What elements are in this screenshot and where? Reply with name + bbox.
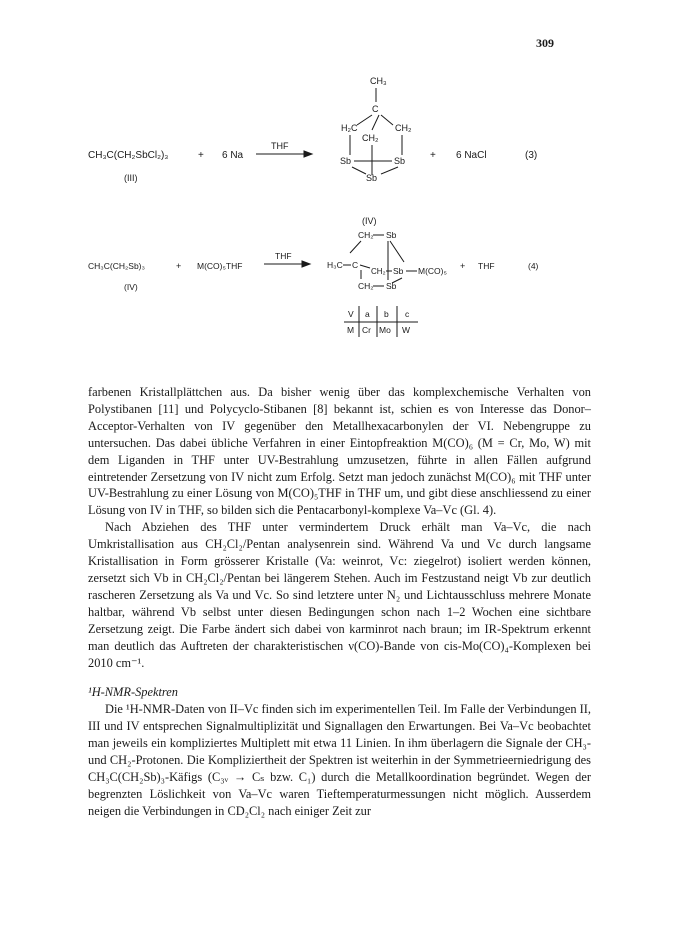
bond xyxy=(357,115,372,125)
atom-sb-right: Sb xyxy=(394,156,406,166)
equation-number-3: (3) xyxy=(525,150,538,161)
table-cell: Mo xyxy=(379,325,391,335)
atom-ch2-top: CH₂ xyxy=(358,230,374,240)
plus-sign: + xyxy=(176,261,182,271)
body-text xyxy=(88,384,591,820)
atom-ch3: CH₃ xyxy=(370,76,387,86)
reactant-iii: CH₃C(CH₂SbCl₂)₃ xyxy=(88,150,169,161)
bond xyxy=(350,241,361,253)
cage-structure-iv xyxy=(340,76,412,183)
atom-h3c: H₃C xyxy=(327,260,343,270)
label-iii: (III) xyxy=(124,173,138,183)
solvent-thf: THF xyxy=(275,251,292,261)
reactant-na: 6 Na xyxy=(222,150,244,161)
label-iv-reactant: (IV) xyxy=(124,282,138,292)
atom-ch2-bottom: CH₂ xyxy=(358,281,374,291)
solvent-thf: THF xyxy=(271,141,289,151)
plus-sign: + xyxy=(430,150,436,161)
metal-table xyxy=(344,306,418,337)
bond xyxy=(352,167,366,174)
byproduct-thf: THF xyxy=(478,261,495,271)
arrowhead xyxy=(304,151,312,157)
table-cell: a xyxy=(365,309,370,319)
paragraph-2: Nach Abziehen des THF unter vermindertem Druck erhält man Va–Vc, die nach Umkristallisation aus CH₂Cl₂/Pentan analysenrein sind. Während Va und Vc durch langsame Kristallisation in Form grösserer Kristalle (Va: weinrot, Vc: ziegelrot) isoliert werden können, zersetzt sich Vb in CH₂Cl₂/Pentan bei längerem Stehen. Auch im Festzustand neigt Vb zur deutlich rascheren Zersetzung als Va und Vc. So sind letztere unter N₂ und Lichtausschluss mehrere Monate haltbar, während Vb selbst unter diesen Bedingungen schon nach 1–2 Wochen eine sichtbare Zersetzung zeigt. Die Farbe ändert sich dabei von karminrot nach braun; im IR-Spektrum erkennt man deutlich das Auftreten der charakteristischen ν(CO)-Bande von cis-Mo(CO)₄-Komplexen bei 2010 cm⁻¹. xyxy=(88,520,591,670)
label-iv: (IV) xyxy=(362,216,377,226)
reactant-iv: CH₃C(CH₂Sb)₃ xyxy=(88,261,145,271)
atom-ch2-mid: CH₂ xyxy=(371,267,386,276)
reaction-3 xyxy=(88,76,537,226)
table-cell: V xyxy=(348,309,354,319)
reactant-mco5thf: M(CO)₅THF xyxy=(197,261,243,271)
atom-c: C xyxy=(352,260,359,270)
table-cell: Cr xyxy=(362,325,371,335)
atom-sb-top: Sb xyxy=(386,230,397,240)
bond xyxy=(381,115,393,125)
section-heading-nmr: ¹H-NMR-Spektren xyxy=(88,685,178,700)
paragraph-3: Die ¹H-NMR-Daten von II–Vc finden sich im experimentellen Teil. Im Falle der Verbindungen II, III und IV entsprechen Signalmultiplizität und Signallagen den Erwartungen. Bei Va–Vc beobachtet man jeweils ein kompliziertes Multiplett mit etwa 11 Linien. In ihm überlagern die Signale der CH₃- und CH₂-Protonen. Die Kompliziertheit der Spektren ist weiterhin in der Symmetrieerniedrigung des CH₃C(CH₂Sb)₃-Käfigs (C₃ᵥ → Cₛ bzw. C₁) durch die Metallkoordination begründet. Wegen der begrenzten Löslichkeit von Va–Vc waren Tieftemperaturmessungen nicht möglich. Ausserdem neigen die Verbindungen in CD₂Cl₂ nach einiger Zeit zur xyxy=(88,702,591,818)
reaction-scheme xyxy=(0,0,680,360)
table-cell: M xyxy=(347,325,355,335)
table-cell: c xyxy=(405,309,410,319)
bond xyxy=(372,115,379,130)
atom-ch2-right: CH₂ xyxy=(395,123,412,133)
page-number: 309 xyxy=(536,36,554,50)
table-cell: b xyxy=(384,309,389,319)
atom-h2c: H₂C xyxy=(341,123,358,133)
reaction-4 xyxy=(88,230,539,337)
complex-structure-v xyxy=(327,230,447,291)
arrowhead xyxy=(302,261,310,267)
plus-sign: + xyxy=(460,261,466,271)
table-cell: W xyxy=(402,325,411,335)
atom-sb-mid: Sb xyxy=(393,266,404,276)
plus-sign: + xyxy=(198,150,204,161)
atom-sb-bottom: Sb xyxy=(386,281,397,291)
paragraph-1: farbenen Kristallplättchen aus. Da bisher wenig über das komplexchemische Verhalten von Polystibanen [11] und Polycyclo-Stibanen [8] bekannt ist, schien es von Interesse das Donor–Acceptor-Verhalten von IV gegenüber den Metallhexacarbonylen der VI. Nebengruppe zu untersuchen. Das dabei übliche Verfahren in einer Eintopfreaktion M(CO)₆ (M = Cr, Mo, W) mit dem Liganden in THF unter UV-Bestrahlung umzusetzen, führte in allen Fällen aufgrund eintretender Zersetzung von IV nicht zum Erfolg. Setzt man jedoch zunächst M(CO)₆ mit THF unter UV-Bestrahlung zu einer Lösung von M(CO)₅THF in THF um, und gibt diese anschliessend zu einer Lösung von IV in THF, so bilden sich die Pentacarbonyl-komplexe Va–Vc (Gl. 4). xyxy=(88,385,591,518)
bond xyxy=(390,241,404,262)
bond xyxy=(381,167,398,174)
atom-sb-left: Sb xyxy=(340,156,352,166)
atom-sb-bottom: Sb xyxy=(366,173,378,183)
atom-c: C xyxy=(372,104,379,114)
byproduct-nacl: 6 NaCl xyxy=(456,150,487,161)
bond xyxy=(360,265,370,268)
atom-ch2-mid: CH₂ xyxy=(362,133,379,143)
metal-carbonyl: M(CO)₅ xyxy=(418,266,447,276)
equation-number-4: (4) xyxy=(528,261,539,271)
